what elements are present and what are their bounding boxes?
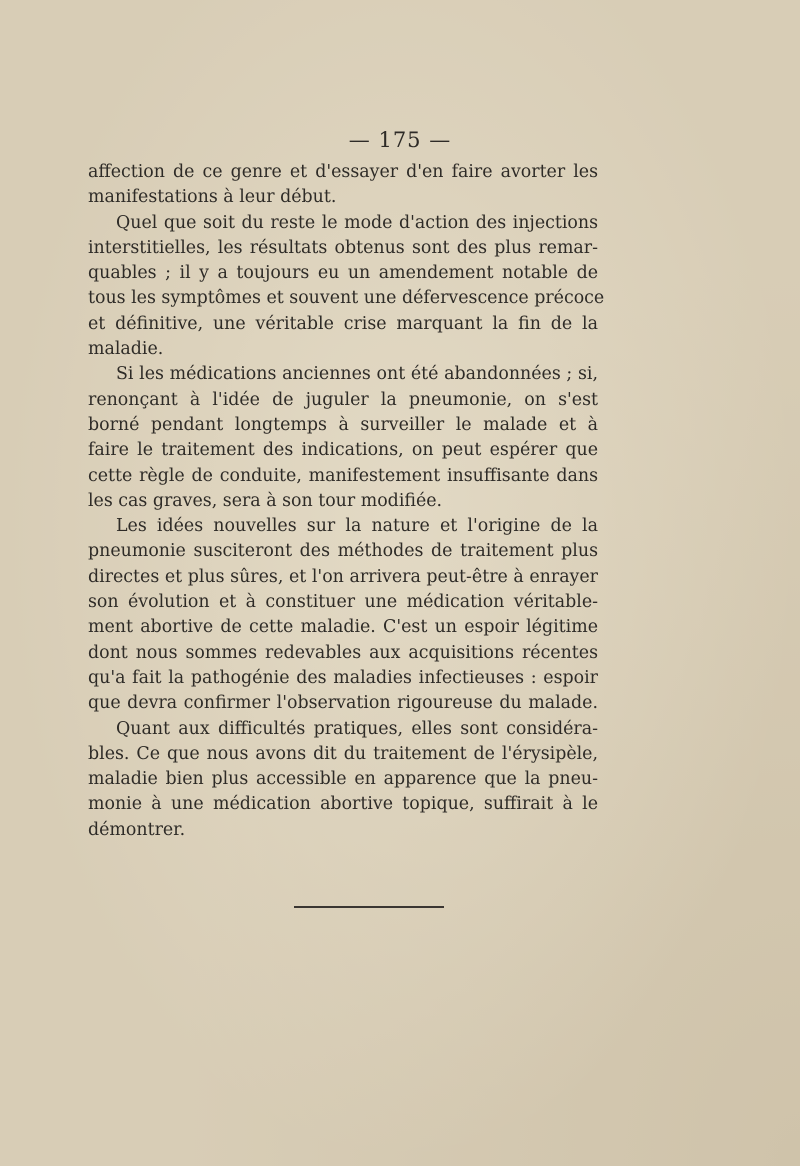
- text-line: ment abortive de cette maladie. C'est un espoir légitime: [88, 617, 598, 638]
- page-number: — 175 —: [348, 128, 452, 152]
- text-line: dont nous sommes redevables aux acquisitions récentes: [88, 642, 598, 663]
- text-line: maladie.: [88, 339, 164, 360]
- text-line: maladie bien plus accessible en apparence que la pneu-: [88, 769, 598, 790]
- text-line: les cas graves, sera à son tour modifiée.: [88, 490, 443, 511]
- text-line: interstitielles, les résultats obtenus sont des plus remar-: [88, 237, 598, 258]
- text-line: Si les médications anciennes ont été abandonnées ; si,: [116, 364, 598, 385]
- text-line: faire le traitement des indications, on peut espérer que: [88, 440, 598, 461]
- section-rule: [294, 906, 444, 908]
- text-line: et définitive, une véritable crise marquant la fin de la: [88, 313, 598, 334]
- text-line: Quant aux difficultés pratiques, elles sont considéra-: [116, 718, 598, 739]
- text-line: Les idées nouvelles sur la nature et l'origine de la: [116, 516, 598, 537]
- text-line: bles. Ce que nous avons dit du traitement de l'érysipèle,: [88, 743, 598, 764]
- text-line: affection de ce genre et d'essayer d'en faire avorter les: [88, 162, 598, 182]
- text-line: pneumonie susciteront des méthodes de traitement plus: [88, 541, 598, 562]
- text-line: son évolution et à constituer une médication véritable-: [88, 592, 598, 613]
- text-line: que devra confirmer l'observation rigoureuse du malade.: [88, 693, 598, 714]
- text-line: directes et plus sûres, et l'on arrivera peut-être à enrayer: [88, 566, 598, 587]
- text-line: démontrer.: [88, 819, 186, 840]
- text-line: renonçant à l'idée de juguler la pneumonie, on s'est: [88, 389, 598, 410]
- text-line: monie à une médication abortive topique, suffirait à le: [88, 794, 598, 815]
- text-line: qu'a fait la pathogénie des maladies infectieuses : espoir: [88, 667, 598, 688]
- body-text: [88, 160, 605, 843]
- text-line: quables ; il y a toujours eu un amendement notable de: [88, 263, 598, 284]
- text-line: manifestations à leur début.: [88, 187, 337, 208]
- text-line: Quel que soit du reste le mode d'action des injections: [116, 212, 598, 233]
- text-line: borné pendant longtemps à surveiller le malade et à: [88, 414, 598, 435]
- text-line: cette règle de conduite, manifestement insuffisante dans: [88, 465, 598, 486]
- text-line: tous les symptômes et souvent une défervescence précoce: [88, 288, 605, 309]
